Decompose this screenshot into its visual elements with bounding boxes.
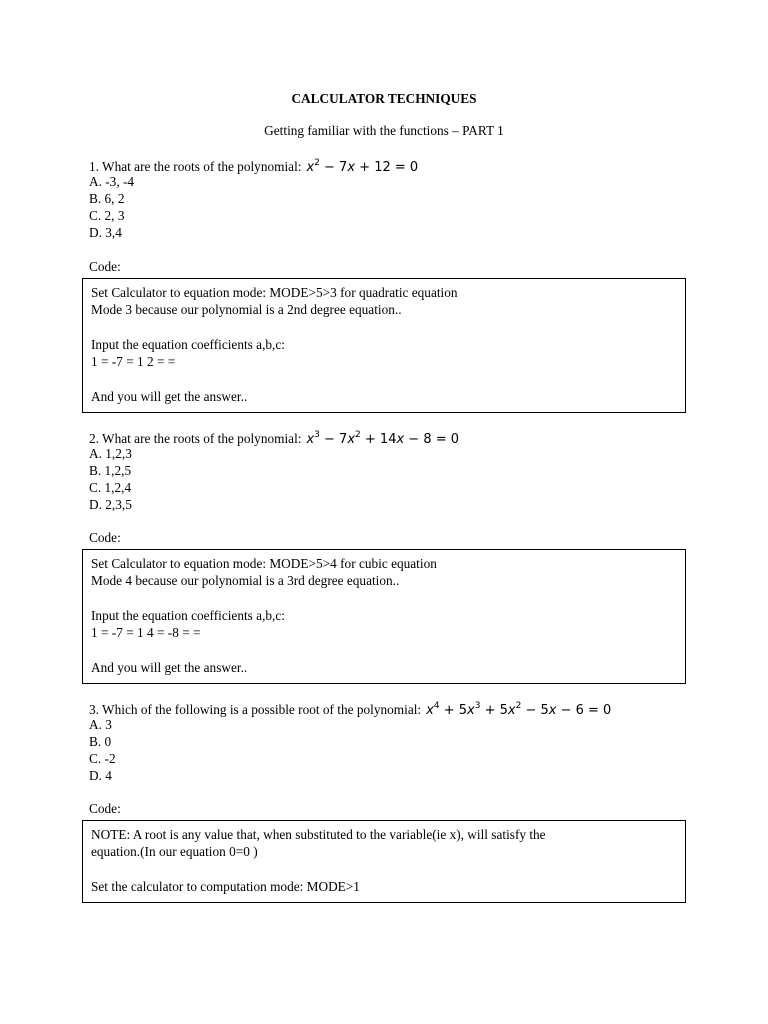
question-2-option-b: B. 1,2,5 — [89, 462, 132, 478]
question-3-prompt: 3. Which of the following is a possible root of the polynomial: — [89, 702, 422, 717]
question-1-option-a: A. -3, -4 — [89, 173, 135, 189]
question-2-option-d: D. 2,3,5 — [89, 497, 132, 513]
question-3-equation: $x^4 + 5x^3 + 5x^2 - 5x - 6 = 0$ — [426, 701, 612, 718]
page-subtitle: Getting familiar with the functions – PART 1 — [264, 123, 504, 138]
code-box-line: And you will get the answer.. — [91, 388, 248, 404]
question-2-text — [89, 427, 459, 445]
question-1-equation: $x^2 - 7x + 12 = 0$ — [306, 158, 419, 175]
code-box-line: NOTE: A root is any value that, when substituted to the variable(ie x), will satisfy the — [91, 827, 546, 842]
question-3-code-box — [82, 820, 686, 903]
question-3-option-d: D. 4 — [89, 768, 112, 784]
question-1-code-box — [82, 278, 686, 413]
code-box-line: And you will get the answer.. — [91, 659, 248, 675]
question-2-code-box — [82, 549, 686, 684]
question-3-text — [89, 698, 611, 716]
code-box-line: Set Calculator to equation mode: MODE>5>3 for quadratic equation — [91, 285, 458, 300]
question-1-option-c: C. 2, 3 — [89, 208, 125, 224]
page-title: CALCULATOR TECHNIQUES — [291, 91, 477, 106]
code-box-line: Input the equation coefficients a,b,c: — [91, 607, 285, 623]
code-box-line: Set the calculator to computation mode: MODE>1 — [91, 878, 360, 894]
question-2-equation: $x^3 - 7x^2 + 14x - 8 = 0$ — [306, 430, 460, 447]
question-1-code-label: Code: — [89, 259, 121, 274]
question-2-option-a: A. 1,2,3 — [89, 445, 132, 461]
question-1-text — [89, 155, 418, 173]
question-1 — [89, 155, 418, 242]
code-box-line: 1 = -7 = 1 4 = -8 = = — [91, 625, 201, 641]
question-2-code-label: Code: — [89, 530, 121, 545]
question-1-option-d: D. 3,4 — [89, 225, 122, 241]
code-box-line: Mode 3 because our polynomial is a 2nd degree equation.. — [91, 302, 402, 318]
code-box-line: Input the equation coefficients a,b,c: — [91, 336, 285, 352]
code-box-line: equation.(In our equation 0=0 ) — [91, 844, 258, 860]
code-box-line: 1 = -7 = 1 2 = = — [91, 354, 176, 370]
question-2-prompt: 2. What are the roots of the polynomial: — [89, 431, 302, 446]
question-3 — [89, 698, 611, 785]
question-3-option-c: C. -2 — [89, 751, 116, 767]
code-box-line: Set Calculator to equation mode: MODE>5>4 for cubic equation — [91, 556, 437, 571]
question-2 — [89, 427, 459, 514]
question-2-option-c: C. 1,2,4 — [89, 480, 132, 496]
question-3-option-a: A. 3 — [89, 716, 112, 732]
question-3-code-label: Code: — [89, 801, 121, 816]
question-3-option-b: B. 0 — [89, 733, 112, 749]
question-1-option-b: B. 6, 2 — [89, 190, 125, 206]
code-box-line: Mode 4 because our polynomial is a 3rd degree equation.. — [91, 573, 400, 589]
question-1-prompt: 1. What are the roots of the polynomial: — [89, 159, 302, 174]
